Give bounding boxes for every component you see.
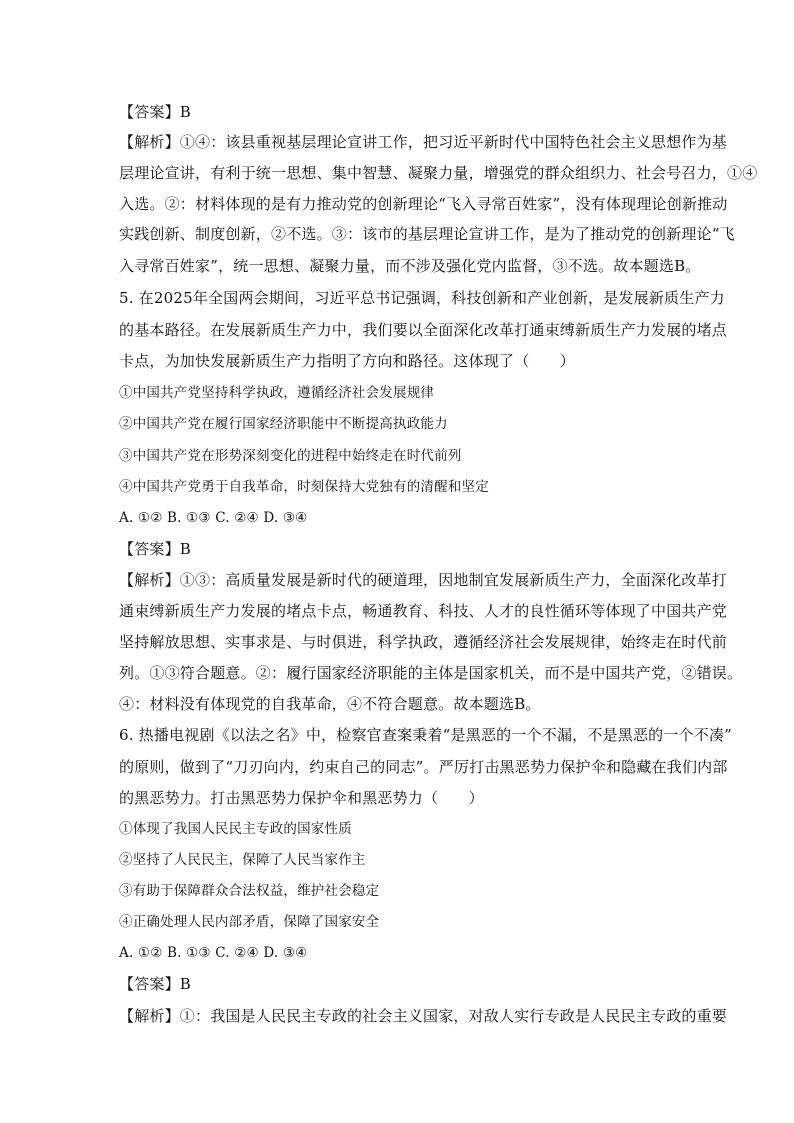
option-statement: ②中国共产党在履行国家经济职能中不断提高执政能力 — [119, 416, 448, 432]
question-stem-line: 6. 热播电视剧《以法之名》中，检察官查案秉着“是黑恶的一个不漏，不是黑恶的一个不凑” — [119, 726, 733, 744]
option-statement: ③中国共产党在形势深刻变化的进程中始终走在时代前列 — [119, 448, 462, 464]
option-statement: ①中国共产党坚持科学执政，遵循经济社会发展规律 — [119, 385, 435, 401]
analysis-text-line: 入寻常百姓家”，统一思想、凝聚力量，而不涉及强化党内监督，③不选。故本题选B。 — [119, 257, 701, 275]
question-stem-line: 的黑恶势力。打击黑恶势力保护伞和黑恶势力（ ） — [119, 789, 484, 807]
analysis-text-line: 层理论宣讲，有利于统一思想、集中智慧、凝聚力量，增强党的群众组织力、社会号召力，①④ — [119, 164, 758, 182]
question-stem-line: 的基本路径。在发展新质生产力中，我们要以全面深化改革打通束缚新质生产力发展的堵点 — [119, 321, 728, 339]
question-stem-line: 卡点，为加快发展新质生产力指明了方向和路径。这体现了（ ） — [119, 352, 576, 370]
option-statement: ③有助于保障群众合法权益，维护社会稳定 — [119, 883, 380, 899]
answer-label: 【答案】B — [119, 540, 192, 558]
analysis-text-line: 列。①③符合题意。②：履行国家经济职能的主体是国家机关，而不是中国共产党，②错误。 — [119, 664, 743, 682]
answer-label: 【答案】B — [119, 975, 192, 993]
analysis-text-line: ④：材料没有体现党的自我革命，④不符合题意。故本题选B。 — [119, 695, 541, 713]
analysis-text-line: 【解析】①：我国是人民民主专政的社会主义国家，对敌人实行专政是人民民主专政的重要 — [119, 1007, 728, 1025]
option-statement: ④中国共产党勇于自我革命，时刻保持大党独有的清醒和坚定 — [119, 479, 489, 495]
analysis-text-line: 入选。②：材料体现的是有力推动党的创新理论“飞入寻常百姓家”，没有体现理论创新推动 — [119, 195, 728, 213]
option-statement: ④正确处理人民内部矛盾，保障了国家安全 — [119, 914, 380, 930]
question-stem-line: 的原则，做到了“刀刃向内，约束自己的同志”。严厉打击黑恶势力保护伞和隐藏在我们内部 — [119, 758, 728, 776]
choice-options: A. ①② B. ①③ C. ②④ D. ③④ — [119, 945, 308, 961]
choice-options: A. ①② B. ①③ C. ②④ D. ③④ — [119, 510, 308, 526]
option-statement: ①体现了我国人民民主专政的国家性质 — [119, 821, 352, 837]
question-stem-line: 5. 在2025年全国两会期间，习近平总书记强调，科技创新和产业创新，是发展新质生产力 — [119, 289, 725, 307]
analysis-text-line: 坚持解放思想、实事求是、与时俱进，科学执政，遵循经济社会发展规律，始终走在时代前 — [119, 633, 728, 651]
option-statement: ②坚持了人民民主，保障了人民当家作主 — [119, 852, 366, 868]
analysis-text-line: 通束缚新质生产力发展的堵点卡点，畅通教育、科技、人才的良性循环等体现了中国共产党 — [119, 602, 728, 620]
answer-label: 【答案】B — [119, 103, 192, 121]
analysis-text-line: 【解析】①③：高质量发展是新时代的硬道理，因地制宜发展新质生产力，全面深化改革打 — [119, 571, 728, 589]
analysis-text-line: 实践创新、制度创新，②不选。③：该市的基层理论宣讲工作，是为了推动党的创新理论“飞 — [119, 225, 735, 243]
analysis-text-line: 【解析】①④：该县重视基层理论宣讲工作，把习近平新时代中国特色社会主义思想作为基 — [119, 133, 728, 151]
